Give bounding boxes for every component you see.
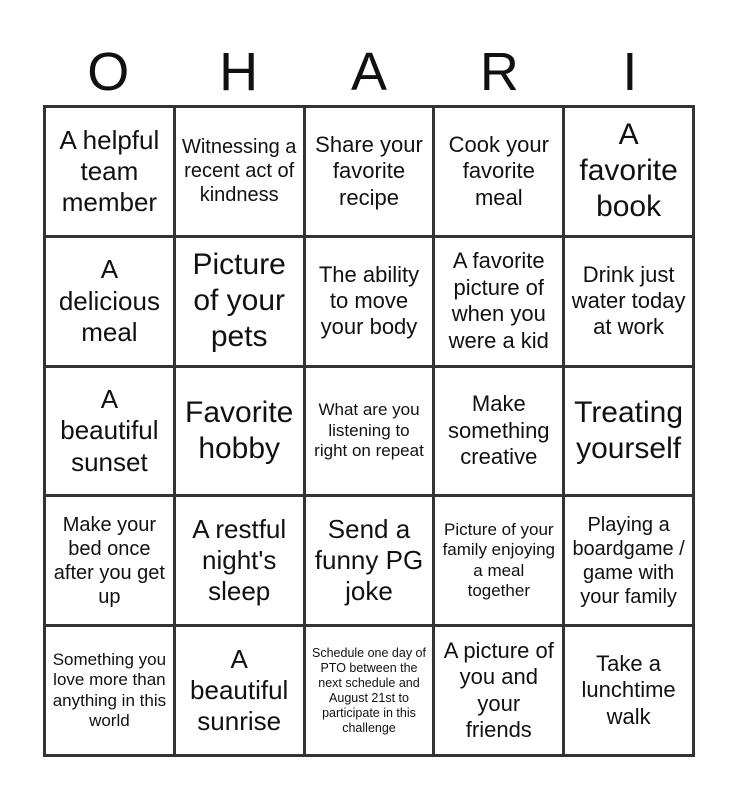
bingo-cell[interactable] <box>565 368 692 495</box>
cell-text: Playing a boardgame / game with your family <box>572 513 685 608</box>
cell-text: Share your favorite recipe <box>315 131 423 210</box>
bingo-header <box>43 40 695 104</box>
cell-text: A helpful team member <box>59 124 160 217</box>
bingo-cell[interactable] <box>46 627 173 754</box>
bingo-cell[interactable] <box>46 108 173 235</box>
bingo-cell[interactable] <box>176 368 303 495</box>
header-letter-i: I <box>622 42 638 102</box>
bingo-cell[interactable] <box>46 368 173 495</box>
bingo-cell[interactable] <box>435 368 562 495</box>
cell-text: What are you listening to right on repeat <box>314 400 424 461</box>
cell-text: Cook your favorite meal <box>448 131 549 210</box>
header-letter-a: A <box>351 42 388 102</box>
cell-text: Make something creative <box>448 391 550 470</box>
cell-text: A favorite book <box>579 118 678 224</box>
header-letter-o: O <box>87 42 130 102</box>
cell-text: A delicious meal <box>58 254 160 347</box>
cell-text: Picture of your family enjoying a meal together <box>442 520 556 601</box>
cell-text: Favorite hobby <box>185 395 294 465</box>
cell-text: A restful night's sleep <box>192 514 287 607</box>
bingo-cell[interactable] <box>306 368 433 495</box>
cell-text: Treating yourself <box>574 395 684 465</box>
bingo-cell[interactable] <box>306 627 433 754</box>
cell-text: Picture of your pets <box>192 248 286 354</box>
bingo-cell[interactable] <box>306 238 433 365</box>
bingo-cell[interactable] <box>565 238 692 365</box>
bingo-cell[interactable] <box>176 497 303 624</box>
bingo-cell[interactable] <box>435 497 562 624</box>
cell-text: A beautiful sunset <box>60 384 159 477</box>
bingo-cell[interactable] <box>176 238 303 365</box>
cell-text: Witnessing a recent act of kindness <box>181 136 297 207</box>
cell-text: Schedule one day of PTO between the next schedule and August 21st to participate in this challenge <box>312 645 426 735</box>
bingo-cell[interactable] <box>565 497 692 624</box>
bingo-cell[interactable] <box>176 108 303 235</box>
bingo-cell[interactable] <box>435 627 562 754</box>
bingo-cell[interactable] <box>435 238 562 365</box>
header-letter-h: H <box>219 42 259 102</box>
cell-text: The ability to move your body <box>318 261 420 340</box>
cell-text: Make your bed once after you get up <box>53 513 165 608</box>
bingo-cell[interactable] <box>176 627 303 754</box>
bingo-cell[interactable] <box>46 238 173 365</box>
bingo-cell[interactable] <box>46 497 173 624</box>
bingo-cell[interactable] <box>306 497 433 624</box>
cell-text: Take a lunchtime walk <box>581 651 676 729</box>
cell-text: Something you love more than anything in this world <box>52 649 167 730</box>
bingo-board <box>43 105 695 757</box>
header-letter-r: R <box>479 42 519 102</box>
bingo-cell[interactable] <box>306 108 433 235</box>
cell-text: A favorite picture of when you were a kid <box>448 248 549 353</box>
cell-text: A picture of you and your friends <box>443 637 554 742</box>
cell-text: Send a funny PG joke <box>314 514 424 607</box>
bingo-cell[interactable] <box>565 627 692 754</box>
cell-text: A beautiful sunrise <box>190 643 289 737</box>
bingo-cell[interactable] <box>565 108 692 235</box>
bingo-cell[interactable] <box>435 108 562 235</box>
cell-text: Drink just water today at work <box>571 261 686 340</box>
